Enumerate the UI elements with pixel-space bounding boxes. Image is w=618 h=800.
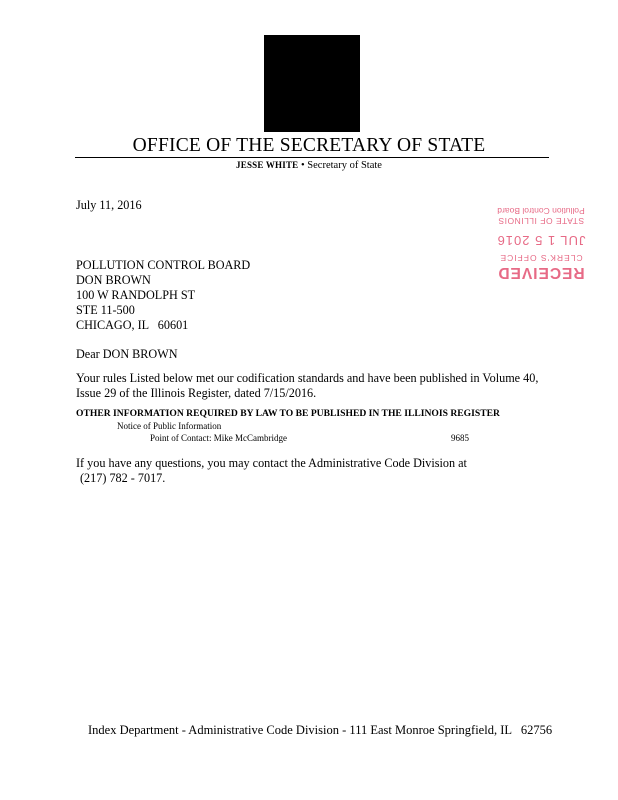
footer-address: Index Department - Administrative Code Division - 111 East Monroe Springfield, IL 62756 bbox=[88, 723, 553, 737]
secretary-role: • Secretary of State bbox=[298, 160, 382, 171]
phone-number: (217) 782 - 7017. bbox=[80, 471, 166, 485]
paragraph-contact bbox=[76, 456, 467, 486]
notice-line: Notice of Public Information bbox=[117, 421, 222, 431]
secretary-of-state-seal bbox=[264, 35, 360, 132]
other-info-heading: OTHER INFORMATION REQUIRED BY LAW TO BE PUBLISHED IN THE ILLINOIS REGISTER bbox=[76, 408, 500, 419]
salutation: Dear DON BROWN bbox=[76, 347, 178, 361]
stamp-office: CLERK'S OFFICE bbox=[499, 253, 583, 263]
letter-date: July 11, 2016 bbox=[76, 198, 142, 212]
stamp-state: STATE OF ILLINOIS bbox=[497, 216, 585, 226]
address-line: 100 W RANDOLPH ST bbox=[76, 288, 196, 302]
page-number: 9685 bbox=[451, 433, 469, 443]
office-title: OFFICE OF THE SECRETARY OF STATE bbox=[132, 135, 486, 156]
stamp-status: RECEIVED bbox=[497, 264, 585, 281]
header-divider bbox=[75, 157, 549, 158]
address-line: DON BROWN bbox=[76, 273, 151, 287]
secretary-name: JESSE WHITE bbox=[236, 160, 299, 170]
secretary-line bbox=[0, 160, 618, 171]
stamp-board: Pollution Control Board bbox=[497, 206, 585, 216]
address-line: CHICAGO, IL 60601 bbox=[76, 318, 189, 332]
recipient-address bbox=[76, 258, 250, 333]
address-line: POLLUTION CONTROL BOARD bbox=[76, 258, 251, 272]
paragraph-publication: Your rules Listed below met our codification standards and have been published in Volume 40, Issue 29 of the Illinois Register, dated 7/15/2016. bbox=[76, 371, 539, 400]
stamp-date: JUL 1 5 2016 bbox=[496, 233, 586, 248]
address-line: STE 11-500 bbox=[76, 303, 135, 317]
received-stamp bbox=[491, 191, 591, 281]
contact-line: If you have any questions, you may contact the Administrative Code Division at bbox=[76, 456, 467, 470]
point-of-contact: Point of Contact: Mike McCambridge bbox=[150, 433, 287, 443]
